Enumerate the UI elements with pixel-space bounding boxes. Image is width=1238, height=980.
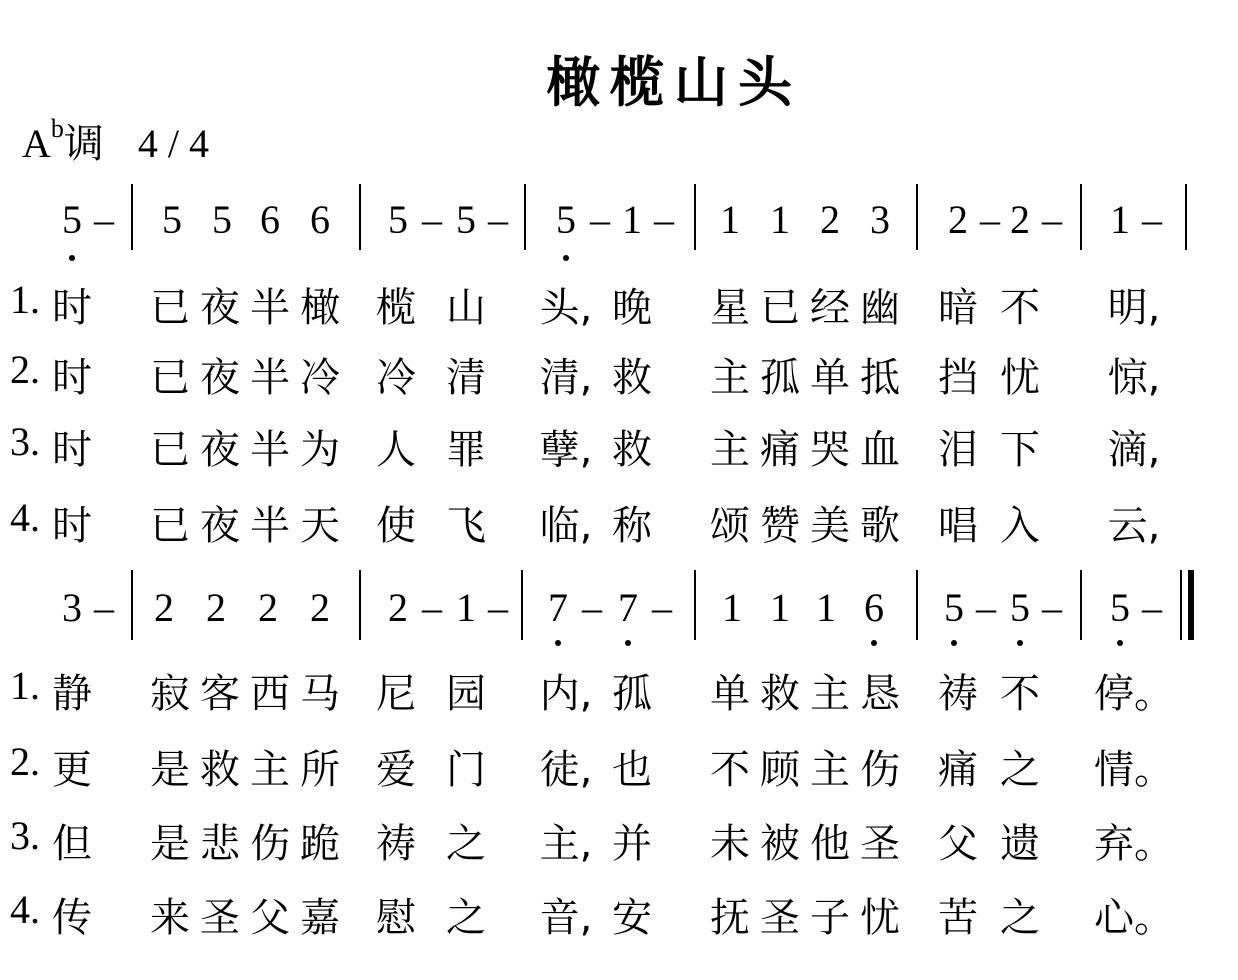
- lyric-syllable: 安: [612, 895, 652, 941]
- note-digit: 1: [456, 585, 476, 630]
- verse-number: 1.: [10, 277, 40, 322]
- lyric-syllable: 美: [810, 503, 850, 549]
- lyric-syllable: 滴,: [1107, 427, 1161, 473]
- lyric-syllable: 孤: [612, 671, 652, 717]
- lyric-syllable: 伤: [250, 821, 290, 867]
- lyric-syllable: 被: [760, 821, 800, 867]
- lyric-syllable: 寂: [150, 671, 190, 717]
- octave-dot-below: [1117, 640, 1123, 646]
- verse-number: 2.: [10, 347, 40, 392]
- lyric-syllable: 冷: [300, 355, 340, 401]
- lyric-syllable: 孽,: [539, 427, 593, 473]
- barline: [1080, 570, 1082, 640]
- note-digit: 5: [162, 197, 182, 242]
- lyric-syllable: 人: [376, 427, 416, 473]
- barline: [1185, 184, 1187, 250]
- verse-number: 4.: [10, 887, 40, 932]
- lyric-syllable: 使: [376, 503, 416, 549]
- barline: [694, 184, 696, 250]
- note-digit: 5: [456, 197, 476, 242]
- lyric-syllable: 主: [810, 747, 850, 793]
- lyric-syllable: 泪: [938, 427, 978, 473]
- lyric-syllable: 明,: [1107, 285, 1161, 331]
- octave-dot-below: [555, 640, 561, 646]
- lyric-syllable: 惊,: [1107, 355, 1161, 401]
- lyric-syllable: 已: [760, 285, 800, 331]
- lyric-syllable: 并: [612, 821, 652, 867]
- note-digit: 1: [770, 585, 790, 630]
- lyric-syllable: 时: [52, 503, 92, 549]
- lyric-syllable: 恳: [860, 671, 900, 717]
- lyric-syllable: 父: [250, 895, 290, 941]
- dash-symbol: –: [94, 585, 114, 630]
- octave-dot-below: [69, 255, 75, 261]
- lyric-syllable: 主: [250, 747, 290, 793]
- barline: [521, 570, 523, 640]
- lyric-syllable: 痛: [760, 427, 800, 473]
- barline: [1080, 184, 1082, 250]
- lyric-syllable: 悲: [200, 821, 240, 867]
- lyric-syllable: 西: [250, 671, 290, 717]
- octave-dot-below: [625, 640, 631, 646]
- lyric-syllable: 夜: [200, 355, 240, 401]
- lyric-syllable: 爱: [376, 747, 416, 793]
- lyric-syllable: 未: [710, 821, 750, 867]
- lyric-syllable: 所: [300, 747, 340, 793]
- lyric-syllable: 救: [612, 427, 652, 473]
- lyric-syllable: 弃。: [1094, 821, 1174, 867]
- lyric-syllable: 也: [612, 747, 652, 793]
- lyric-syllable: 抵: [860, 355, 900, 401]
- lyric-syllable: 夜: [200, 503, 240, 549]
- note-digit: 1: [816, 585, 836, 630]
- lyric-syllable: 已: [150, 503, 190, 549]
- lyric-syllable: 为: [300, 427, 340, 473]
- lyric-syllable: 已: [150, 427, 190, 473]
- lyric-syllable: 门: [446, 747, 486, 793]
- lyric-syllable: 祷: [938, 671, 978, 717]
- dash-symbol: –: [652, 585, 672, 630]
- lyric-syllable: 夜: [200, 285, 240, 331]
- lyric-syllable: 顾: [760, 747, 800, 793]
- lyric-syllable: 静: [52, 671, 92, 717]
- lyric-syllable: 单: [810, 355, 850, 401]
- note-digit: 5: [1110, 585, 1130, 630]
- lyric-syllable: 圣: [760, 895, 800, 941]
- lyric-syllable: 天: [300, 503, 340, 549]
- note-digit: 3: [870, 197, 890, 242]
- lyric-syllable: 是: [150, 821, 190, 867]
- barline: [131, 570, 133, 640]
- dash-symbol: –: [1142, 197, 1162, 242]
- lyric-syllable: 飞: [446, 503, 486, 549]
- lyric-syllable: 颂: [710, 503, 750, 549]
- lyric-syllable: 嘉: [300, 895, 340, 941]
- dash-symbol: –: [1142, 585, 1162, 630]
- lyric-syllable: 子: [810, 895, 850, 941]
- lyric-syllable: 橄: [300, 285, 340, 331]
- dash-symbol: –: [94, 197, 114, 242]
- note-digit: 2: [154, 585, 174, 630]
- lyric-syllable: 罪: [446, 427, 486, 473]
- lyric-syllable: 是: [150, 747, 190, 793]
- final-barline: [1188, 570, 1194, 640]
- barline: [916, 184, 918, 250]
- lyric-syllable: 园: [446, 671, 486, 717]
- lyric-syllable: 马: [300, 671, 340, 717]
- barline: [694, 570, 696, 640]
- lyric-syllable: 临,: [539, 503, 593, 549]
- note-digit: 1: [720, 197, 740, 242]
- lyric-syllable: 传: [52, 895, 92, 941]
- lyric-syllable: 伤: [860, 747, 900, 793]
- lyric-syllable: 圣: [200, 895, 240, 941]
- lyric-syllable: 时: [52, 427, 92, 473]
- lyric-syllable: 下: [1000, 427, 1040, 473]
- verse-number: 2.: [10, 739, 40, 784]
- lyric-syllable: 已: [150, 355, 190, 401]
- note-digit: 1: [770, 197, 790, 242]
- lyric-syllable: 跪: [300, 821, 340, 867]
- verse-number: 1.: [10, 663, 40, 708]
- lyric-syllable: 单: [710, 671, 750, 717]
- lyric-syllable: 冷: [376, 355, 416, 401]
- lyric-syllable: 尼: [376, 671, 416, 717]
- lyric-syllable: 夜: [200, 427, 240, 473]
- lyric-syllable: 救: [760, 671, 800, 717]
- lyric-syllable: 唱: [938, 503, 978, 549]
- key-accidental: b: [50, 113, 64, 143]
- lyric-syllable: 之: [1000, 895, 1040, 941]
- song-title: 橄榄山头: [546, 51, 802, 114]
- lyric-syllable: 孤: [760, 355, 800, 401]
- lyric-syllable: 半: [250, 285, 290, 331]
- verse-number: 3.: [10, 813, 40, 858]
- dash-symbol: –: [980, 197, 1000, 242]
- note-digit: 1: [722, 585, 742, 630]
- lyric-syllable: 但: [52, 821, 92, 867]
- lyric-syllable: 痛: [938, 747, 978, 793]
- lyric-syllable: 半: [250, 355, 290, 401]
- note-digit: 1: [1110, 197, 1130, 242]
- octave-dot-below: [871, 640, 877, 646]
- note-digit: 2: [206, 585, 226, 630]
- dash-symbol: –: [1042, 197, 1062, 242]
- note-digit: 5: [62, 197, 82, 242]
- note-digit: 7: [548, 585, 568, 630]
- lyric-syllable: 云,: [1107, 503, 1161, 549]
- lyric-syllable: 救: [612, 355, 652, 401]
- lyric-syllable: 忧: [1000, 355, 1040, 401]
- lyric-syllable: 之: [446, 821, 486, 867]
- lyric-syllable: 哭: [810, 427, 850, 473]
- note-digit: 3: [62, 585, 82, 630]
- note-digit: 5: [556, 197, 576, 242]
- lyric-syllable: 主: [810, 671, 850, 717]
- lyric-syllable: 不: [1000, 671, 1040, 717]
- note-digit: 2: [948, 197, 968, 242]
- barline: [131, 184, 133, 250]
- lyric-syllable: 时: [52, 355, 92, 401]
- dash-symbol: –: [422, 197, 442, 242]
- lyric-syllable: 之: [1000, 747, 1040, 793]
- barline: [359, 184, 361, 250]
- barline: [1180, 570, 1182, 640]
- lyric-syllable: 内,: [539, 671, 593, 717]
- note-digit: 5: [1010, 585, 1030, 630]
- lyric-syllable: 停。: [1094, 671, 1174, 717]
- lyric-syllable: 徒,: [539, 747, 593, 793]
- lyric-syllable: 血: [860, 427, 900, 473]
- lyric-syllable: 父: [938, 821, 978, 867]
- lyric-syllable: 主: [710, 355, 750, 401]
- time-signature: 4 / 4: [137, 121, 210, 166]
- lyric-syllable: 抚: [710, 895, 750, 941]
- note-digit: 2: [258, 585, 278, 630]
- dash-symbol: –: [654, 197, 674, 242]
- verse-number: 4.: [10, 495, 40, 540]
- barline: [916, 570, 918, 640]
- lyric-syllable: 慰: [376, 895, 416, 941]
- lyric-syllable: 暗: [938, 285, 978, 331]
- lyric-syllable: 遗: [1000, 821, 1040, 867]
- lyric-syllable: 音,: [539, 895, 593, 941]
- note-digit: 5: [388, 197, 408, 242]
- dash-symbol: –: [488, 197, 508, 242]
- lyric-syllable: 救: [200, 747, 240, 793]
- lyric-syllable: 星: [710, 285, 750, 331]
- barline: [359, 570, 361, 640]
- lyric-syllable: 入: [1000, 503, 1040, 549]
- lyric-syllable: 清,: [539, 355, 593, 401]
- verse-number: 3.: [10, 419, 40, 464]
- note-digit: 6: [864, 585, 884, 630]
- dash-symbol: –: [488, 585, 508, 630]
- key-base: A: [22, 121, 51, 166]
- lyric-syllable: 客: [200, 671, 240, 717]
- lyric-syllable: 忧: [860, 895, 900, 941]
- note-digit: 7: [618, 585, 638, 630]
- lyric-syllable: 苦: [938, 895, 978, 941]
- lyric-syllable: 半: [250, 427, 290, 473]
- dash-symbol: –: [590, 197, 610, 242]
- lyric-syllable: 情。: [1094, 747, 1174, 793]
- lyric-syllable: 祷: [376, 821, 416, 867]
- note-digit: 5: [944, 585, 964, 630]
- note-digit: 2: [1010, 197, 1030, 242]
- note-digit: 2: [820, 197, 840, 242]
- lyric-syllable: 歌: [860, 503, 900, 549]
- dash-symbol: –: [582, 585, 602, 630]
- lyric-syllable: 经: [810, 285, 850, 331]
- lyric-syllable: 主: [710, 427, 750, 473]
- lyric-syllable: 榄: [376, 285, 416, 331]
- lyric-syllable: 之: [446, 895, 486, 941]
- lyric-syllable: 圣: [860, 821, 900, 867]
- key-mode: 调: [63, 121, 104, 166]
- note-digit: 5: [212, 197, 232, 242]
- lyric-syllable: 时: [52, 285, 92, 331]
- dash-symbol: –: [422, 585, 442, 630]
- octave-dot-below: [951, 640, 957, 646]
- octave-dot-below: [1017, 640, 1023, 646]
- lyric-syllable: 已: [150, 285, 190, 331]
- barline: [524, 184, 526, 250]
- lyric-syllable: 挡: [938, 355, 978, 401]
- note-digit: 2: [310, 585, 330, 630]
- lyric-syllable: 更: [52, 747, 92, 793]
- key-signature: [22, 112, 209, 169]
- octave-dot-below: [563, 255, 569, 261]
- note-digit: 6: [310, 197, 330, 242]
- lyric-syllable: 不: [710, 747, 750, 793]
- lyric-syllable: 头,: [539, 285, 593, 331]
- dash-symbol: –: [976, 585, 996, 630]
- lyric-syllable: 山: [446, 285, 486, 331]
- lyric-syllable: 称: [612, 503, 652, 549]
- lyric-syllable: 不: [1000, 285, 1040, 331]
- lyric-syllable: 晚: [612, 285, 652, 331]
- lyric-syllable: 半: [250, 503, 290, 549]
- lyric-syllable: 主,: [539, 821, 593, 867]
- lyric-syllable: 清: [446, 355, 486, 401]
- dash-symbol: –: [1042, 585, 1062, 630]
- note-digit: 2: [388, 585, 408, 630]
- lyric-syllable: 他: [810, 821, 850, 867]
- lyric-syllable: 来: [150, 895, 190, 941]
- lyric-syllable: 心。: [1094, 895, 1174, 941]
- note-digit: 1: [622, 197, 642, 242]
- note-digit: 6: [260, 197, 280, 242]
- lyric-syllable: 赞: [760, 503, 800, 549]
- lyric-syllable: 幽: [860, 285, 900, 331]
